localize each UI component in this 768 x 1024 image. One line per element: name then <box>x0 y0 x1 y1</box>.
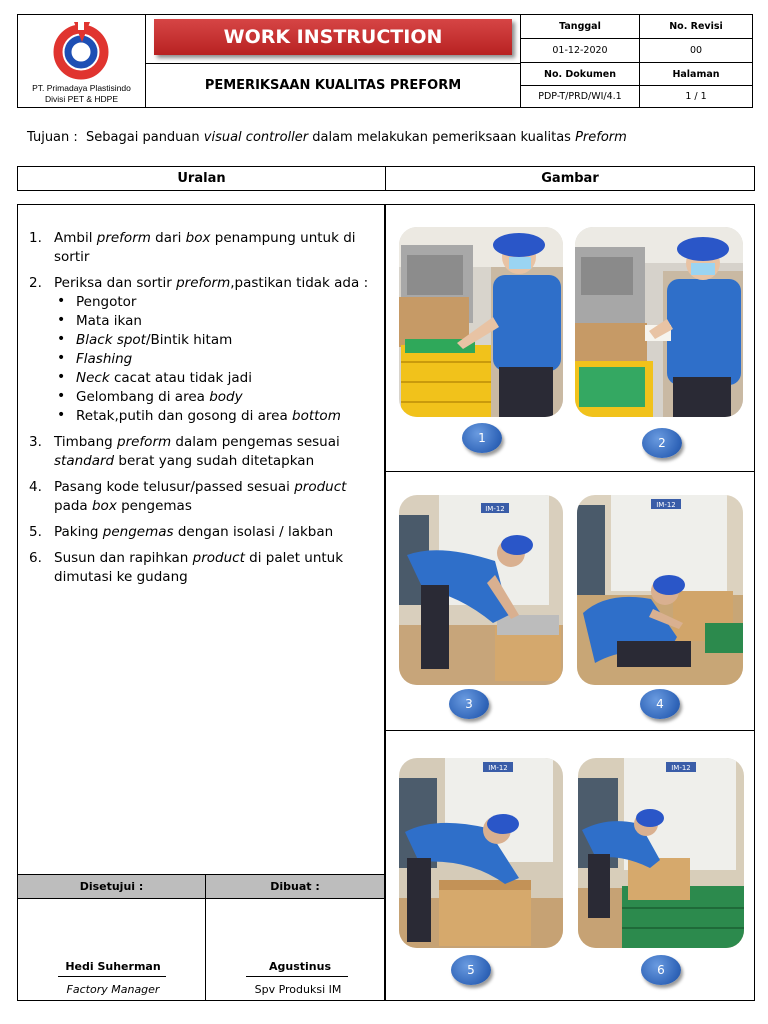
page-label: Halaman <box>639 62 753 86</box>
step-badge-6: 6 <box>641 955 681 985</box>
checklist-item: • Neck cacat atau tidak jadi <box>54 369 374 388</box>
machine-label: IM-12 <box>656 501 676 509</box>
date-label: Tanggal <box>520 14 640 39</box>
document-type-banner: WORK INSTRUCTION <box>154 19 512 55</box>
doc-number-value: PDP-T/PRD/WI/4.1 <box>520 85 640 108</box>
revision-value: 00 <box>639 38 753 63</box>
doc-number-label: No. Dokumen <box>520 62 640 86</box>
step-badge-4: 4 <box>640 689 680 719</box>
step-item: 5. Paking pengemas dengan isolasi / lakban <box>29 524 334 540</box>
step-badge-2: 2 <box>642 428 682 458</box>
checklist-item: • Black spot/Bintik hitam <box>54 331 374 350</box>
checklist-item: • Flashing <box>54 350 374 369</box>
approved-by-header: Disetujui : <box>17 874 206 899</box>
step-badge-3: 3 <box>449 689 489 719</box>
step-badge-5: 5 <box>451 955 491 985</box>
date-value: 01-12-2020 <box>520 38 640 63</box>
step-item: 2. Periksa dan sortir preform,pastikan tidak ada : • Pengotor • Mata ikan • Black spot/Bintik hitam • Flashing • Neck cacat atau tidak jadi • Gelombang di area body • Retak,putih dan gosong di area bottom <box>29 274 374 426</box>
title-cell <box>145 14 521 108</box>
photo-step-4 <box>577 495 743 685</box>
pictures-panel <box>385 204 755 1001</box>
company-name: PT. Primadaya Plastisindo <box>32 83 131 93</box>
checklist-item: • Mata ikan <box>54 312 374 331</box>
page-value: 1 / 1 <box>639 85 753 108</box>
photo-step-1 <box>399 227 563 417</box>
revision-label: No. Revisi <box>639 14 753 39</box>
company-logo <box>52 18 110 80</box>
approver-role: Factory Manager <box>66 983 160 996</box>
step-badge-1: 1 <box>462 423 502 453</box>
step-item: 4. Pasang kode telusur/passed sesuai product pada box pengemas <box>29 479 347 514</box>
company-division: Divisi PET & HDPE <box>44 94 119 104</box>
column-header-gambar: Gambar <box>385 166 755 191</box>
photo-step-5 <box>399 758 563 948</box>
machine-label: IM-12 <box>671 764 691 772</box>
purpose-statement: Tujuan : Sebagai panduan visual controller dalam melakukan pemeriksaan kualitas Preform <box>27 130 627 145</box>
document-title: PEMERIKSAAN KUALITAS PREFORM <box>204 78 462 93</box>
defect-checklist <box>54 293 374 426</box>
made-by-header: Dibuat : <box>205 874 385 899</box>
company-logo-cell <box>17 14 146 108</box>
machine-label: IM-12 <box>485 505 505 513</box>
step-item: 6. Susun dan rapihkan product di palet untuk dimutasi ke gudang <box>29 550 344 585</box>
checklist-item: • Gelombang di area body <box>54 388 374 407</box>
photo-step-6 <box>578 758 744 948</box>
step-item: 1. Ambil preform dari box penampung untuk di sortir <box>29 230 356 265</box>
maker-name: Agustinus <box>268 960 331 973</box>
column-header-uralan: Uralan <box>17 166 386 191</box>
checklist-item: • Retak,putih dan gosong di area bottom <box>54 407 374 426</box>
photo-step-3 <box>399 495 563 685</box>
step-list <box>29 229 374 594</box>
approver-name: Hedi Suherman <box>65 960 161 973</box>
photo-step-2 <box>575 227 743 417</box>
maker-role: Spv Produksi IM <box>254 983 342 996</box>
machine-label: IM-12 <box>488 764 508 772</box>
instructions-panel <box>17 204 385 1001</box>
checklist-item: • Pengotor <box>54 293 374 312</box>
step-item: 3. Timbang preform dalam pengemas sesuai standard berat yang sudah ditetapkan <box>29 434 340 469</box>
